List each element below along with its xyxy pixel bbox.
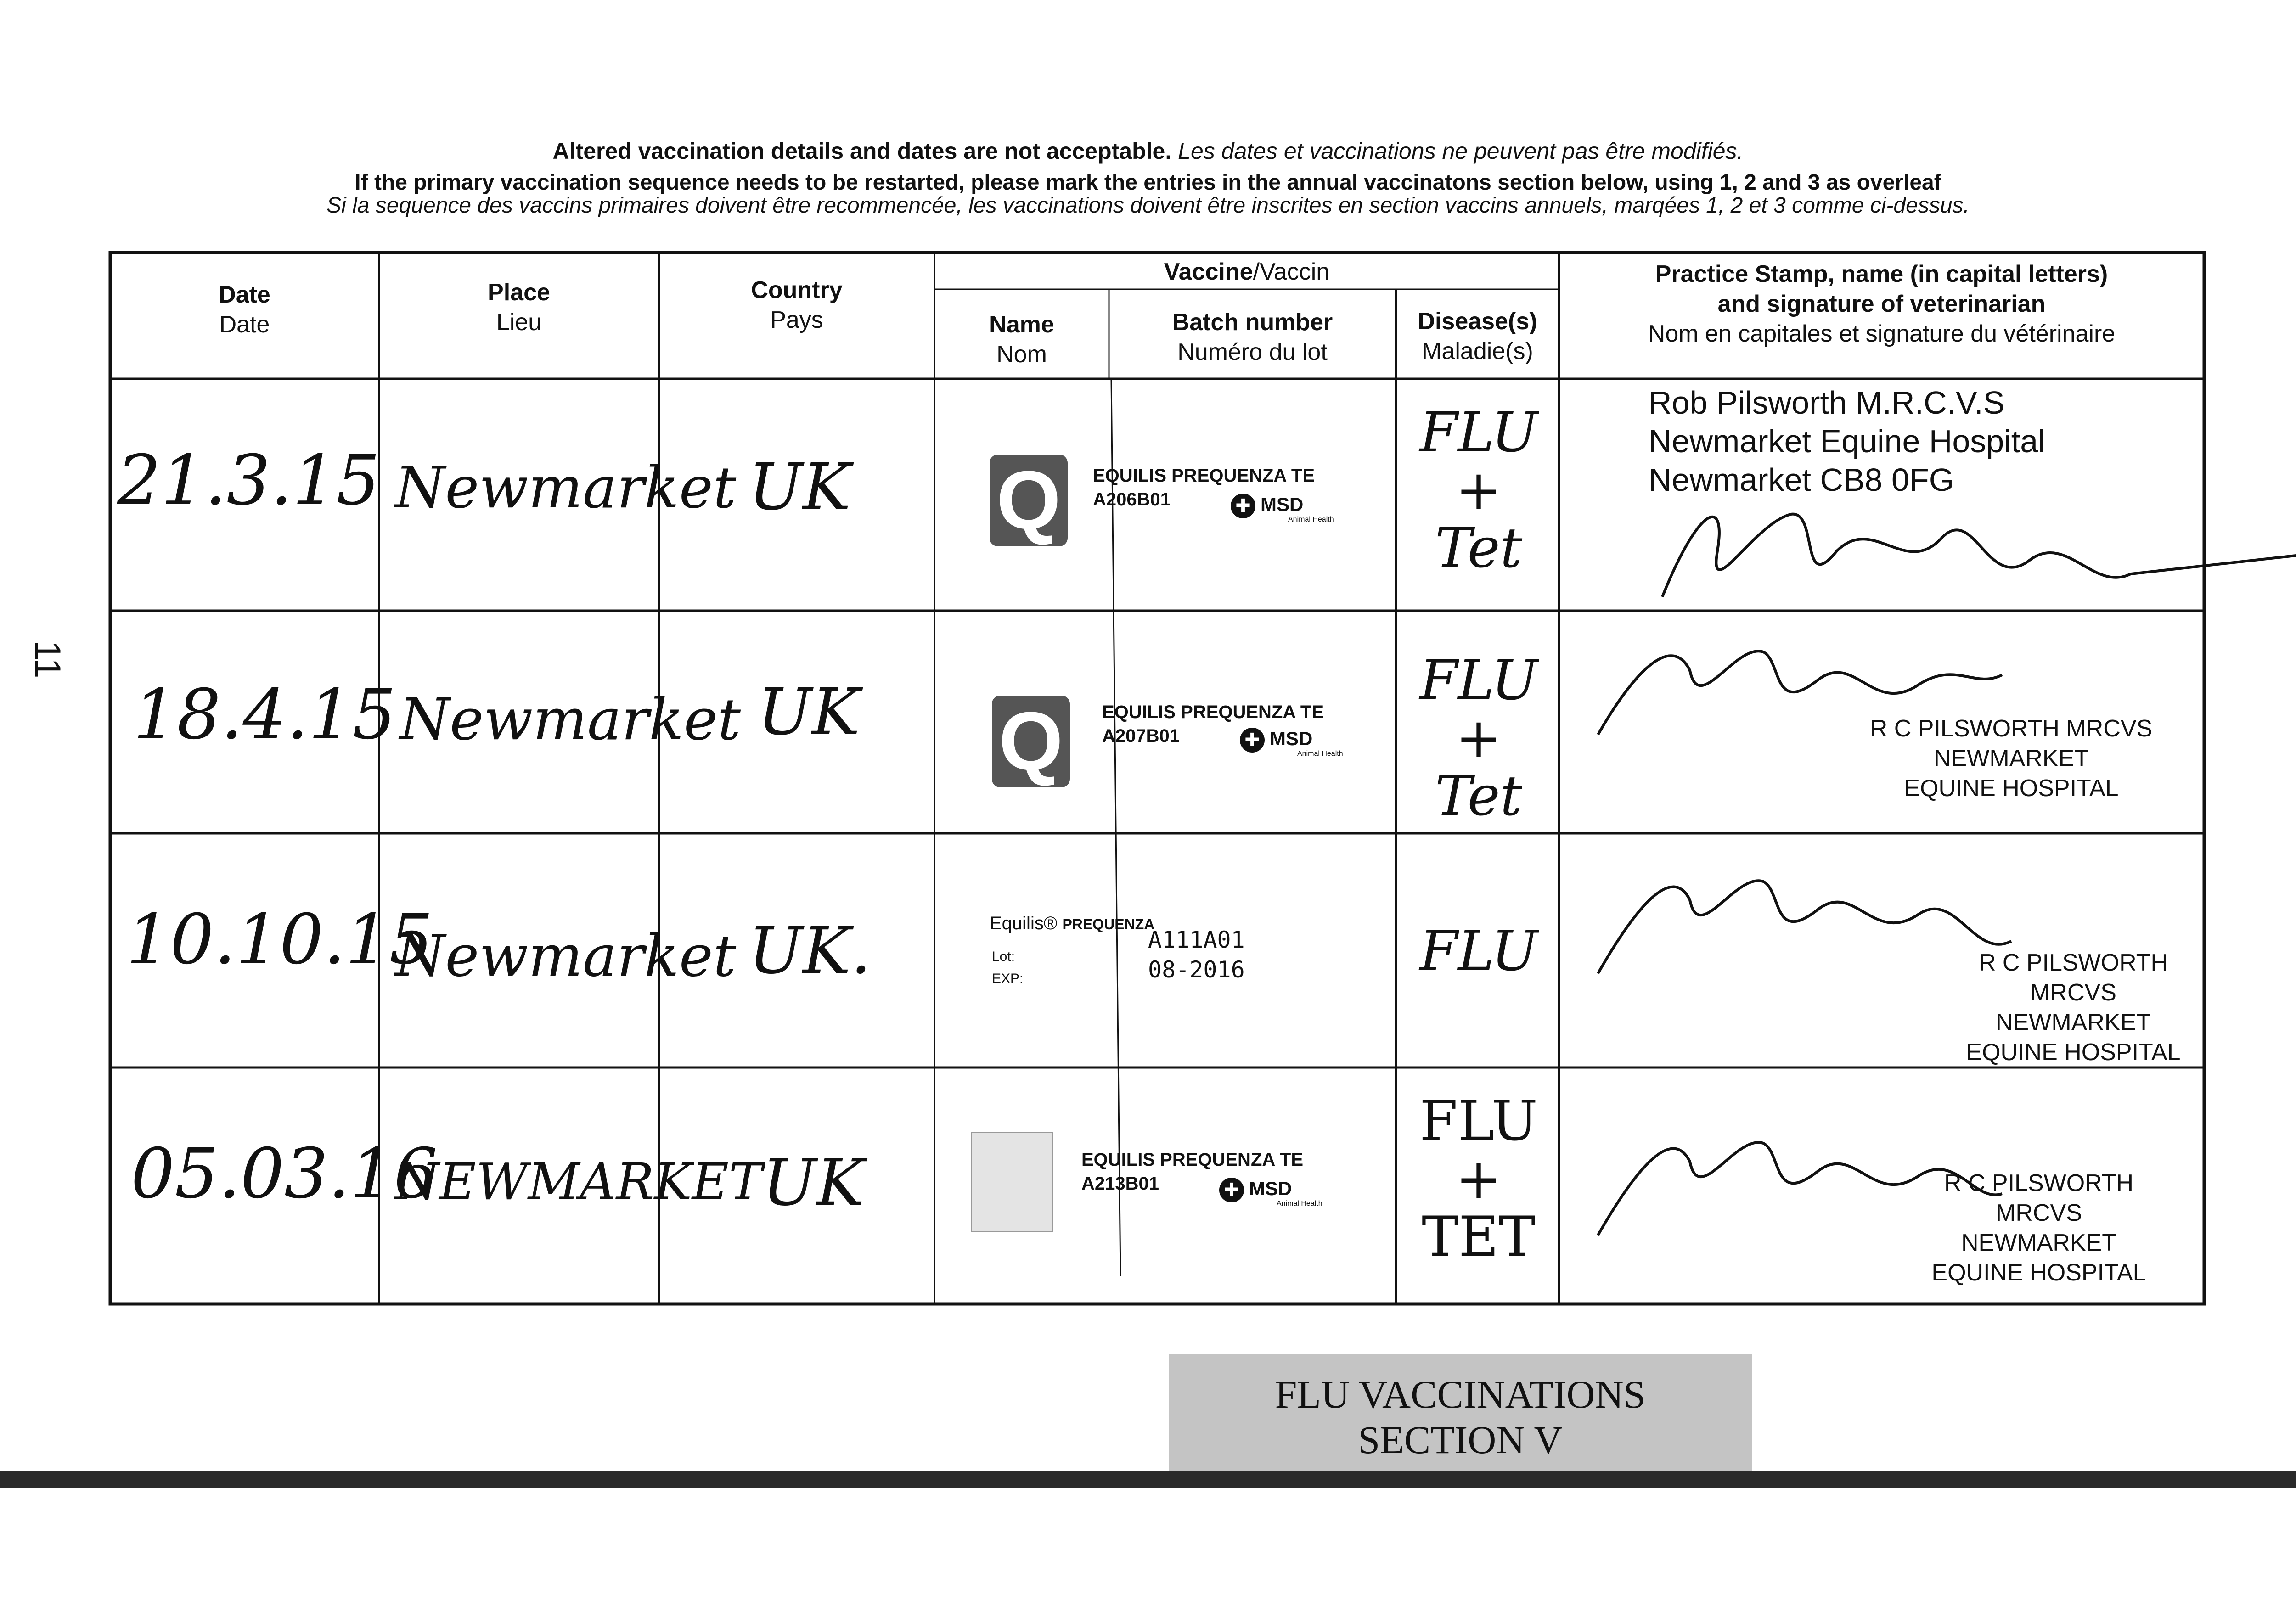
header-name (934, 310, 1109, 370)
header-batch-fr: Numéro du lot (1177, 339, 1328, 365)
header-vaccine-fr: /Vaccin (1253, 258, 1330, 285)
row-3-stamp-2: NEWMARKET (1996, 1009, 2151, 1036)
row-4-msd-name: MSD (1249, 1178, 1292, 1199)
row-1-disease-2: + (1455, 459, 1502, 522)
row-2-msd-sub: Animal Health (1297, 750, 1343, 758)
row-4-disease (1401, 1089, 1557, 1269)
row-4-stamp-1: R C PILSWORTH MRCVS (1944, 1170, 2134, 1226)
msd-logo-icon: ✚ (1231, 494, 1255, 518)
q-logo-icon: Q (996, 454, 1061, 546)
header-place-en: Place (488, 279, 550, 306)
row-3-country: UK. (748, 914, 872, 988)
notice-line-1-bold: Altered vaccination details and dates are not acceptable. (552, 138, 1172, 164)
row-1-stamp-1: Rob Pilsworth M.R.C.V.S (1649, 385, 2005, 421)
row-2-batch: A207B01 (1102, 726, 1180, 746)
row-4-stamp (1919, 1168, 2158, 1288)
section-tab (1169, 1354, 1752, 1476)
header-date-en: Date (219, 281, 270, 308)
section-title-2: SECTION V (1358, 1417, 1563, 1462)
row-2-disease-2: + (1455, 707, 1502, 770)
row-4-place: NEWMARKET (395, 1152, 763, 1211)
q-logo-icon: Q (998, 695, 1063, 787)
row-3-stamp (1938, 948, 2209, 1067)
msd-logo-icon: ✚ (1219, 1178, 1244, 1202)
header-batch-en: Batch number (1172, 309, 1333, 336)
row-2-stamp-1: R C PILSWORTH MRCVS (1870, 715, 2153, 742)
row-2-disease (1401, 649, 1557, 828)
row-1-place: Newmarket (395, 455, 737, 521)
page-number: 11 (27, 640, 68, 679)
row-1-country: UK (748, 450, 851, 525)
row-1-msd-sub: Animal Health (1288, 516, 1334, 523)
row-1-msd-name: MSD (1261, 494, 1304, 515)
row-3-stamp-1: R C PILSWORTH MRCVS (1978, 949, 2168, 1006)
header-vaccine-en: Vaccine (1164, 258, 1253, 285)
row-3-expiry: 08-2016 (1148, 956, 1245, 983)
notice-line-1-italic: Les dates et vaccinations ne peuvent pas être modifiés. (1178, 138, 1744, 164)
page-bottom-edge (0, 1471, 2296, 1488)
row-4-country: UK (762, 1146, 865, 1220)
row-2-disease-1: FLU (1419, 649, 1538, 713)
header-vaccine (934, 257, 1559, 287)
row-1-vaccine-name: EQUILIS PREQUENZA TE (1093, 466, 1315, 486)
header-batch (1109, 308, 1396, 367)
row-2-stamp-2: NEWMARKET (1934, 745, 2089, 772)
row-3-lot-exp-labels (992, 946, 1023, 990)
row-3-stamp-3: EQUINE HOSPITAL (1966, 1039, 2181, 1066)
row-1-date: 21.3.15 (117, 441, 380, 521)
row-1-disease (1401, 401, 1557, 580)
header-country (659, 275, 934, 335)
row-3-lot-label: Lot: (992, 949, 1015, 964)
header-disease-en: Disease(s) (1418, 308, 1537, 335)
row-1-stamp (1649, 383, 2045, 499)
msd-logo-icon: ✚ (1240, 728, 1265, 753)
header-practice-en-1: Practice Stamp, name (in capital letters) (1655, 261, 2108, 287)
row-2-country: UK (758, 675, 860, 750)
header-disease (1396, 307, 1559, 366)
notice-line-2: If the primary vaccination sequence needs to be restarted, please mark the entries in the annual vaccinatons section below, using 1, 2 and 3 as overleaf (355, 170, 1941, 195)
row-3-disease (1401, 920, 1557, 983)
header-place-fr: Lieu (496, 309, 542, 336)
row-3-place: Newmarket (395, 923, 737, 989)
header-name-en: Name (989, 311, 1054, 338)
row-4-disease-3: TET (1422, 1205, 1536, 1269)
row-1-stamp-2: Newmarket Equine Hospital (1649, 423, 2045, 459)
header-date-fr: Date (219, 311, 270, 338)
notice-line-3: Si la sequence des vaccins primaires doivent être recommencée, les vaccinations doivent être inscrites en section vaccins annuels, marqées 1, 2 et 3 comme ci-dessus. (326, 193, 1970, 218)
signature-scribbles (1598, 514, 2296, 1235)
header-country-en: Country (751, 277, 843, 303)
header-country-fr: Pays (770, 307, 823, 333)
row-4-vaccine-sticker (971, 1132, 1053, 1232)
row-3-batch-block (1148, 925, 1245, 985)
row-1-msd (1261, 494, 1334, 524)
header-place (379, 278, 659, 337)
row-2-place: Newmarket (400, 686, 741, 753)
row-2-vaccine-name: EQUILIS PREQUENZA TE (1102, 702, 1324, 722)
header-name-fr: Nom (996, 341, 1047, 368)
header-date (110, 280, 379, 340)
row-2-stamp (1855, 714, 2167, 803)
row-4-stamp-3: EQUINE HOSPITAL (1931, 1259, 2146, 1286)
header-disease-fr: Maladie(s) (1422, 338, 1533, 365)
row-4-vaccine-name: EQUILIS PREQUENZA TE (1081, 1150, 1304, 1170)
row-1-disease-3: Tet (1435, 517, 1522, 580)
row-4-date: 05.03.16 (131, 1134, 438, 1214)
row-4-msd-sub: Animal Health (1277, 1200, 1322, 1207)
row-1-vaccine-logo (990, 455, 1068, 546)
row-4-disease-1: FLU (1419, 1089, 1538, 1153)
row-2-stamp-3: EQUINE HOSPITAL (1904, 775, 2119, 802)
row-3-exp-label: EXP: (992, 971, 1024, 986)
row-4-msd (1249, 1178, 1322, 1208)
row-4-disease-2: + (1455, 1147, 1502, 1211)
row-2-date: 18.4.15 (133, 675, 396, 755)
row-2-vaccine-logo (992, 696, 1070, 787)
row-3-disease-1: FLU (1419, 920, 1538, 983)
row-1-stamp-3: Newmarket CB8 0FG (1649, 462, 1954, 498)
header-practice-fr: Nom en capitales et signature du vétérinaire (1648, 320, 2116, 347)
row-2-msd (1270, 728, 1343, 758)
row-1-disease-1: FLU (1419, 401, 1538, 465)
row-3-vaccine-brand: Equilis® (990, 913, 1058, 933)
row-3-vaccine-label (990, 911, 1154, 935)
header-practice-en-2: and signature of veterinarian (1717, 291, 2046, 317)
row-2-msd-name: MSD (1270, 728, 1313, 749)
row-4-stamp-2: NEWMARKET (1961, 1230, 2116, 1256)
section-title-1: FLU VACCINATIONS (1275, 1372, 1646, 1416)
row-3-vaccine-product: PREQUENZA (1062, 916, 1155, 932)
row-3-date: 10.10.15 (126, 900, 433, 980)
row-2-disease-3: Tet (1435, 764, 1522, 828)
header-practice (1559, 259, 2204, 349)
row-1-batch: A206B01 (1093, 489, 1171, 510)
row-4-batch: A213B01 (1081, 1174, 1159, 1194)
row-3-batch: A111A01 (1148, 927, 1245, 953)
